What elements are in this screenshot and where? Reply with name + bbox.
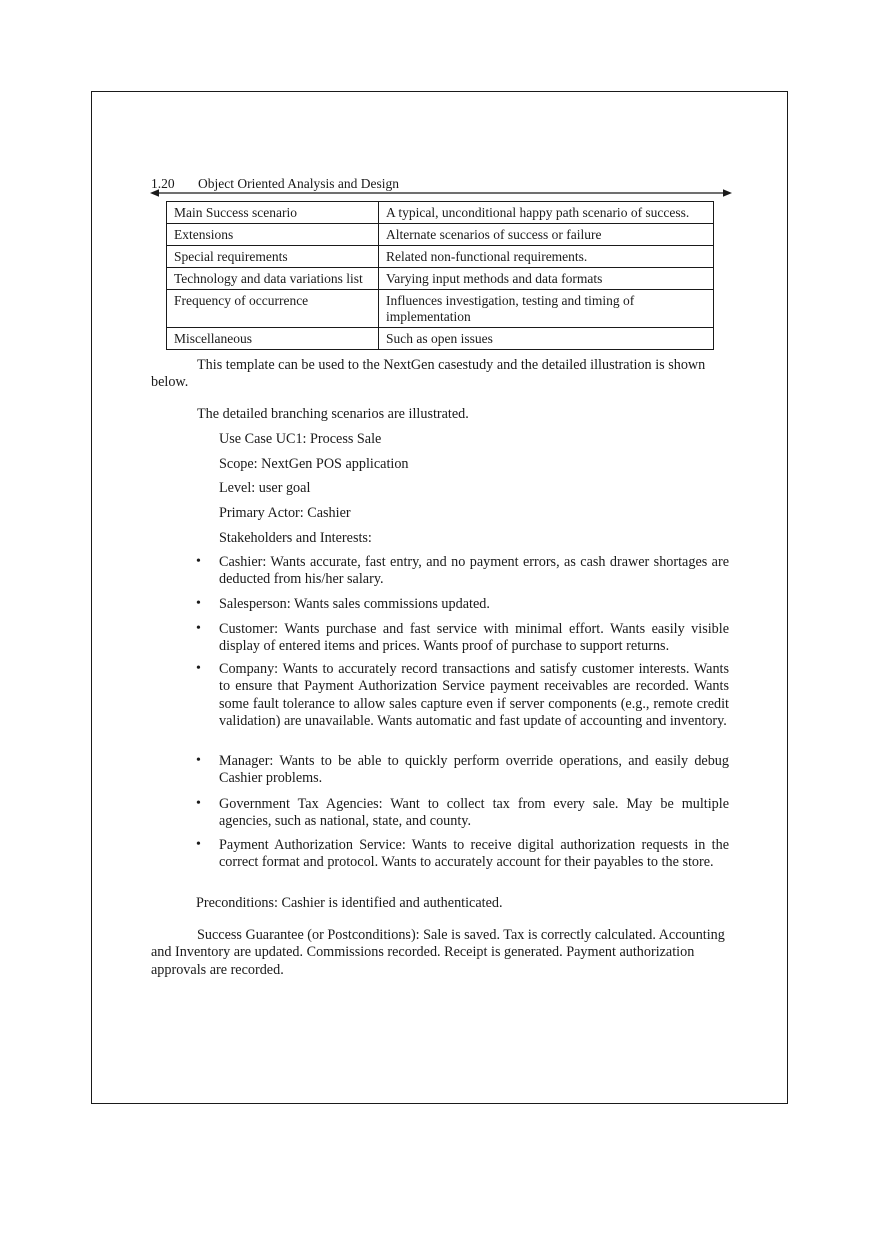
- stakeholder-item: Customer: Wants purchase and fast service with minimal effort. Wants easily visible display of entered items and prices. Wants proof of purchase to support returns.: [219, 621, 729, 655]
- bullet-glyph: •: [196, 661, 201, 676]
- table-row: [167, 328, 714, 350]
- bullet-glyph: •: [196, 753, 201, 768]
- use-case-scope: Scope: NextGen POS application: [219, 456, 409, 472]
- use-case-title: Use Case UC1: Process Sale: [219, 431, 382, 447]
- stakeholder-item: Cashier: Wants accurate, fast entry, and no payment errors, as cash drawer shortages are deducted from his/her salary.: [219, 554, 729, 588]
- table-cell-section: Extensions: [167, 224, 379, 246]
- table-cell-section: Main Success scenario: [167, 202, 379, 224]
- table-cell-comment: Influences investigation, testing and timing of implementation: [379, 290, 714, 328]
- table-row: [167, 290, 714, 328]
- use-case-template-table: [166, 201, 714, 350]
- book-title: Object Oriented Analysis and Design: [198, 176, 399, 191]
- branching-intro: The detailed branching scenarios are illustrated.: [197, 406, 469, 422]
- table-cell-comment: Such as open issues: [379, 328, 714, 350]
- stakeholder-item: Government Tax Agencies: Want to collect tax from every sale. May be multiple agencies, such as national, state, and county.: [219, 796, 729, 830]
- table-cell-comment: A typical, unconditional happy path scenario of success.: [379, 202, 714, 224]
- stakeholder-item: Manager: Wants to be able to quickly perform override operations, and easily debug Cashier problems.: [219, 753, 729, 787]
- use-case-level: Level: user goal: [219, 480, 311, 496]
- bullet-glyph: •: [196, 621, 201, 636]
- table-row: [167, 268, 714, 290]
- table-row: [167, 202, 714, 224]
- table-cell-section: Frequency of occurrence: [167, 290, 379, 328]
- table-row: [167, 246, 714, 268]
- table-cell-comment: Related non-functional requirements.: [379, 246, 714, 268]
- table-cell-comment: Alternate scenarios of success or failure: [379, 224, 714, 246]
- double-arrow-rule: [150, 187, 732, 199]
- stakeholder-item: Payment Authorization Service: Wants to receive digital authorization requests in the correct format and protocol. Wants to accurately account for their payables to the store.: [219, 837, 729, 871]
- success-guarantee: Success Guarantee (or Postconditions): Sale is saved. Tax is correctly calculated. Accounting and Inventory are updated. Commissions recorded. Receipt is generated. Payment authorization approvals are recorded.: [151, 927, 725, 978]
- table-cell-section: Special requirements: [167, 246, 379, 268]
- table-cell-section: Miscellaneous: [167, 328, 379, 350]
- bullet-glyph: •: [196, 837, 201, 852]
- intro-paragraph: This template can be used to the NextGen casestudy and the detailed illustration is shown below.: [151, 357, 706, 391]
- page-number: 1.20: [151, 176, 175, 191]
- table-row: [167, 224, 714, 246]
- bullet-glyph: •: [196, 796, 201, 811]
- use-case-primary-actor: Primary Actor: Cashier: [219, 505, 351, 521]
- bullet-glyph: •: [196, 554, 201, 569]
- stakeholder-item: Company: Wants to accurately record transactions and satisfy customer interests. Wants to ensure that Payment Authorization Service payment receivables are recorded. Wants some fault tolerance to allow sales capture even if server components (e.g., remote credit validation) are unavailable. Wants automatic and fast update of accounting and inventory.: [219, 661, 729, 730]
- bullet-glyph: •: [196, 596, 201, 611]
- preconditions: Preconditions: Cashier is identified and authenticated.: [196, 895, 503, 911]
- table-cell-comment: Varying input methods and data formats: [379, 268, 714, 290]
- stakeholders-heading: Stakeholders and Interests:: [219, 530, 372, 546]
- stakeholder-item: Salesperson: Wants sales commissions updated.: [219, 596, 490, 612]
- table-cell-section: Technology and data variations list: [167, 268, 379, 290]
